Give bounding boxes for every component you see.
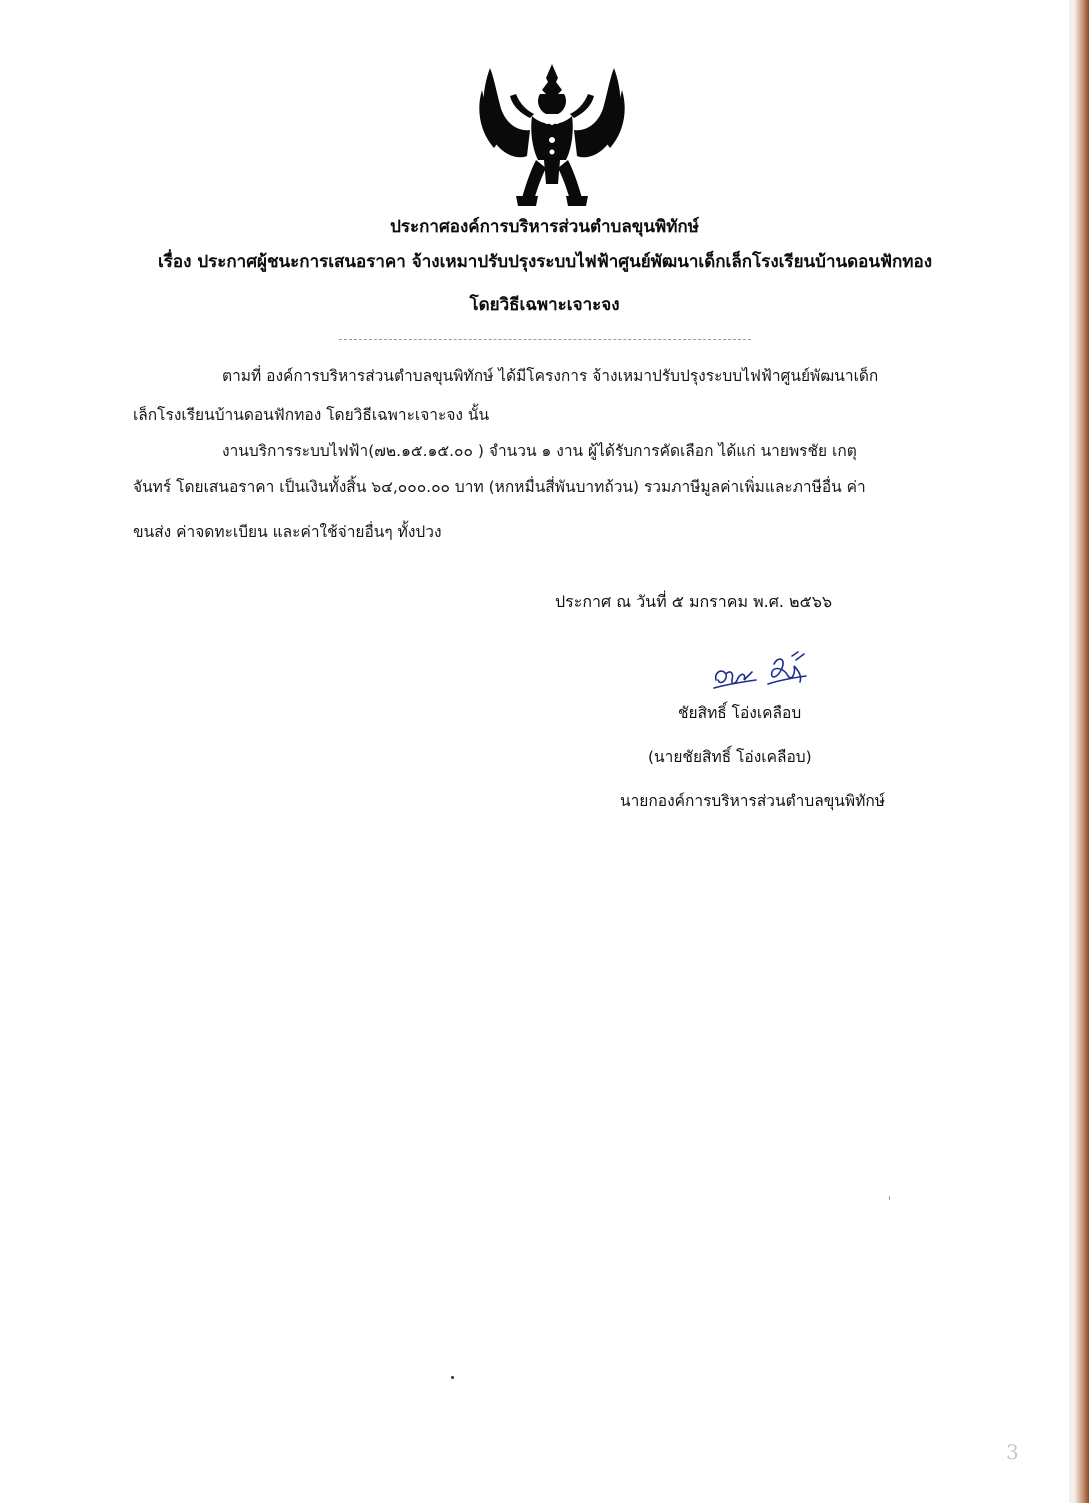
announcement-subject: เรื่อง ประกาศผู้ชนะการเสนอราคา จ้างเหมาปรับปรุงระบบไฟฟ้าศูนย์พัฒนาเด็กเล็กโรงเรียนบ้านดอนฟักทอง: [157, 252, 933, 272]
signer-name: ชัยสิทธิ์ โอ่งเคลือบ: [678, 704, 802, 722]
body-line-5: ขนส่ง ค่าจดทะเบียน และค่าใช้จ่ายอื่นๆ ทั้งปวง: [133, 523, 442, 541]
speck: [451, 1376, 454, 1379]
body-line-1: ตามที่ องค์การบริหารส่วนตำบลขุนพิทักษ์ ได้มีโครงการ จ้างเหมาปรับปรุงระบบไฟฟ้าศูนย์พัฒนาเด็ก: [222, 367, 879, 385]
body-line-4: จันทร์ โดยเสนอราคา เป็นเงินทั้งสิ้น ๖๔,๐๐๐.๐๐ บาท (หกหมื่นสี่พันบาทถ้วน) รวมภาษีมูลค่าเพิ่มและภาษีอื่น ค่า: [133, 478, 866, 496]
signer-full-name: (นายชัยสิทธิ์ โอ่งเคลือบ): [648, 748, 812, 766]
header-divider: [339, 339, 751, 340]
body-line-3: งานบริการระบบไฟฟ้า(๗๒.๑๕.๑๕.๐๐ ) จำนวน ๑ งาน ผู้ได้รับการคัดเลือก ได้แก่ นายพรชัย เกตุ: [222, 442, 857, 460]
garuda-emblem-icon: [472, 60, 632, 210]
speck: [889, 1196, 890, 1200]
announcement-title: ประกาศองค์การบริหารส่วนตำบลขุนพิทักษ์: [390, 217, 699, 237]
signer-position: นายกองค์การบริหารส่วนตำบลขุนพิทักษ์: [620, 792, 885, 810]
page-number-mark: 3: [1006, 1440, 1019, 1464]
body-line-2: เล็กโรงเรียนบ้านดอนฟักทอง โดยวิธีเฉพาะเจาะจง นั้น: [133, 406, 490, 424]
announcement-date: ประกาศ ณ วันที่ ๕ มกราคม พ.ศ. ๒๕๖๖: [555, 592, 833, 611]
handwritten-signature: [708, 650, 818, 700]
procurement-method: โดยวิธีเฉพาะเจาะจง: [469, 295, 620, 315]
